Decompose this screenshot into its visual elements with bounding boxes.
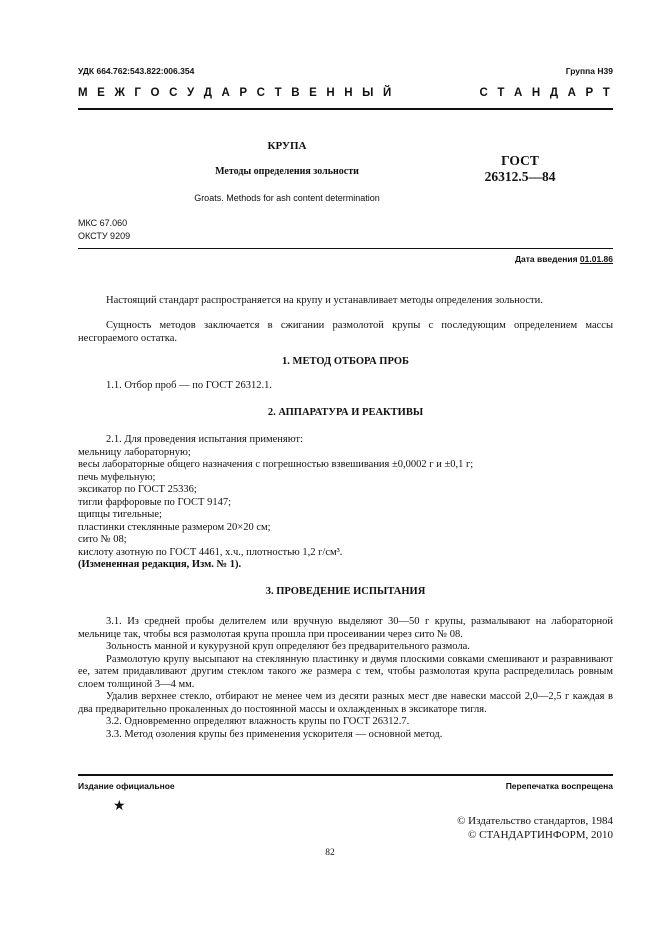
standard-label-right: С Т А Н Д А Р Т bbox=[479, 87, 613, 99]
intro-date-label: Дата введения bbox=[514, 254, 578, 264]
equipment-item: пластинки стеклянные размером 20×20 см; bbox=[78, 521, 271, 533]
gost-label: ГОСТ bbox=[501, 153, 539, 168]
section-3-paragraph: Размолотую крупу высыпают на стеклянную пластинку и двумя плоскими совками смешивают и разравнивают ее, затем придавливают другим стеклом такого же размера с тем, чтобы размолотая крупа распределилась ровным слоем толщиной 3—4 мм. bbox=[78, 653, 613, 690]
star-icon: ★ bbox=[113, 799, 126, 814]
intro-date bbox=[515, 254, 613, 264]
equipment-item: мельницу лабораторную; bbox=[78, 446, 191, 458]
copyright-line-2: © СТАНДАРТИНФОРМ, 2010 bbox=[468, 829, 613, 841]
gost-number: 26312.5—84 bbox=[484, 169, 556, 184]
footer-divider bbox=[78, 774, 613, 776]
udk-code: УДК 664.762:543.822:006.354 bbox=[78, 66, 195, 76]
section-3-body bbox=[78, 616, 613, 741]
intro-paragraph-1: Настоящий стандарт распространяется на крупу и устанавливает методы определения зольности. bbox=[106, 295, 543, 306]
oksty-code: ОКСТУ 9209 bbox=[78, 231, 131, 241]
equipment-item: кислоту азотную по ГОСТ 4461, х.ч., плотностью 1,2 г/см³. bbox=[78, 546, 343, 558]
english-title: Groats. Methods for ash content determination bbox=[194, 193, 380, 203]
intro-paragraph-2: Сущность методов заключается в сжигании размолотой крупы с последующим определением массы несгораемого остатка. bbox=[78, 320, 613, 344]
section-3-paragraph: 3.1. Из средней пробы делителем или вручную выделяют 30—50 г крупы, размалывают на лабораторной мельнице так, чтобы вся размолотая крупа прошла при просеивании через сито № 08. bbox=[78, 616, 613, 640]
section-3-paragraph: 3.3. Метод озоления крупы без применения ускорителя — основной метод. bbox=[106, 728, 443, 740]
equipment-item: тигли фарфоровые по ГОСТ 9147; bbox=[78, 496, 232, 508]
reprint-notice: Перепечатка воспрещена bbox=[505, 781, 613, 791]
mks-code: МКС 67.060 bbox=[78, 218, 128, 228]
title-divider bbox=[78, 248, 613, 249]
standard-label-left: М Е Ж Г О С У Д А Р С Т В Е Н Н Ы Й bbox=[78, 87, 395, 99]
group-code: Группа Н39 bbox=[565, 66, 613, 76]
copyright-line-1: © Издательство стандартов, 1984 bbox=[457, 815, 613, 827]
document-subtitle: Методы определения зольности bbox=[215, 166, 359, 177]
copyright-block bbox=[457, 814, 613, 842]
intro-date-value: 01.01.86 bbox=[579, 254, 613, 264]
equipment-intro: 2.1. Для проведения испытания применяют: bbox=[106, 434, 303, 445]
equipment-item: печь муфельную; bbox=[78, 471, 156, 483]
equipment-item: сито № 08; bbox=[78, 534, 127, 545]
section-1-text: 1.1. Отбор проб — по ГОСТ 26312.1. bbox=[106, 380, 273, 391]
section-3-paragraph: Зольность манной и кукурузной круп определяют без предварительного размола. bbox=[106, 641, 470, 652]
equipment-item: щипцы тигельные; bbox=[78, 509, 162, 520]
section-2-heading: 2. АППАРАТУРА И РЕАКТИВЫ bbox=[267, 407, 424, 418]
amendment-note: (Измененная редакция, Изм. № 1). bbox=[78, 559, 242, 570]
classification-codes bbox=[78, 217, 130, 243]
equipment-list bbox=[78, 434, 613, 572]
page-number: 82 bbox=[325, 848, 335, 858]
section-3-heading: 3. ПРОВЕДЕНИЕ ИСПЫТАНИЯ bbox=[265, 586, 426, 597]
section-3-paragraph: Удалив верхнее стекло, отбирают не менее чем из десяти разных мест две навески массой 2,0—2,5 г каждая в два предварительно прокаленных до постоянной массы и охлажденных в эксикаторе тигля. bbox=[78, 691, 613, 715]
section-1-heading: 1. МЕТОД ОТБОРА ПРОБ bbox=[282, 356, 409, 367]
equipment-item: эксикатор по ГОСТ 25336; bbox=[78, 484, 197, 495]
header-divider bbox=[78, 108, 613, 110]
equipment-item: весы лабораторные общего назначения с погрешностью взвешивания ±0,0002 г и ±0,1 г; bbox=[78, 459, 474, 470]
section-3-paragraph: 3.2. Одновременно определяют влажность крупы по ГОСТ 26312.7. bbox=[106, 716, 410, 727]
official-edition: Издание официальное bbox=[78, 781, 175, 791]
document-title: КРУПА bbox=[267, 140, 307, 152]
